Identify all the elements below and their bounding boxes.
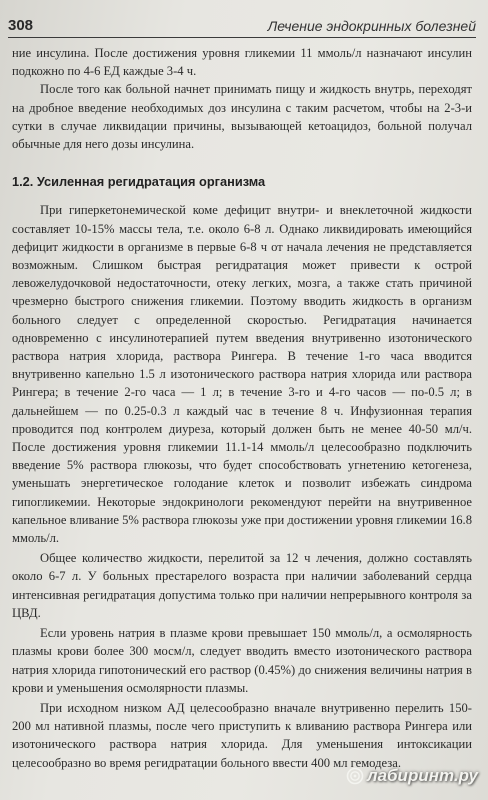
watermark-text: лабиринт.ру (367, 766, 478, 785)
paragraph: При гиперкетонемической коме дефицит внутри- и внеклеточной жидкости составляет 10-15% массы тела, т.е. около 6-8 л. Однако ликвидировать имеющийся дефицит жидкости в организме в первые 6-8 ч от начала лечения не представляется возможным. Слишком быстрая регидратация может привести к острой левожелудочковой недостаточности, отеку легких, мозга, а также стать причиной чрезмерно быстрого снижения гликемии. Поэтому вводить жидкость в организм больного следует с определенной скоростью. Регидратация начинается одновременно с инсулинотерапией путем введения внутривенно изотонического раствора натрия хлорида, раствора Рингера. В течение 1-го часа вводится внутривенно капельно 1.5 л изотонического раствора натрия хлорида или раствора Рингера; в течение 2-го часа — 1 л; в течение 3-го и 4-го часов — по-0.5 л; в дальнейшем — по 0.25-0.3 л каждый час в течение 8 ч. Инфузионная терапия проводится под контролем диуреза, который должен быть не менее 40-50 мл/ч. После достижения уровня гликемии 11.1-14 ммоль/л целесообразно подключить введение 5% раствора глюкозы, что будет способствовать угнетению кетогенеза, уменьшать энергетическое голодание клеток и позволит избежать синдрома гипогликемии. Некоторые эндокринологи рекомендуют перейти на внутривенное капельное вливание 5% раствора глюкозы уже при достижении уровня гликемии 16.8 ммоль/л. (12, 203, 472, 546)
paragraph: После того как больной начнет принимать пищу и жидкость внутрь, переходят на дробное введение необходимых доз инсулина с таким расчетом, чтобы на 2-3-и сутки в случае ликвидации причины, вызывающей кетоацидоз, больной получал обычные для него дозы инсулина. (12, 82, 472, 152)
paragraph: Общее количество жидкости, перелитой за 12 ч лечения, должно составлять около 6-7 л. У больных престарелого возраста при наличии заболеваний сердца интенсивная регидратация допустима только при наличии непрерывного контроля за ЦВД. (12, 551, 472, 620)
page-header (8, 6, 476, 38)
paragraph-continued: ние инсулина. После достижения уровня гликемии 11 ммоль/л назначают инсулин подкожно по 4-6 ЕД каждые 3-4 ч. (12, 46, 472, 79)
labirint-logo-icon (346, 767, 364, 785)
paragraph: Если уровень натрия в плазме крови превышает 150 ммоль/л, а осмолярность плазмы крови более 300 мосм/л, следует вводить вместо изотонического раствора натрия хлорида гипотонический его раствор (0.45%) до снижения величины натрия в крови и уменьшения осмолярности плазмы. (12, 626, 472, 695)
page-number: 308 (8, 17, 34, 34)
watermark (346, 766, 478, 786)
running-head: Лечение эндокринных болезней (267, 18, 476, 34)
section-heading: 1.2. Усиленная регидратация организма (12, 174, 266, 190)
page-body (12, 44, 472, 772)
paragraph: При исходном низком АД целесообразно вначале внутривенно перелить 150-200 мл нативной плазмы, после чего приступить к вливанию раствора Рингера или изотонического раствора натрия хлорида. Для уменьшения интоксикации целесообразно во время регидратации больного ввести 400 мл гемодеза. (12, 700, 472, 770)
